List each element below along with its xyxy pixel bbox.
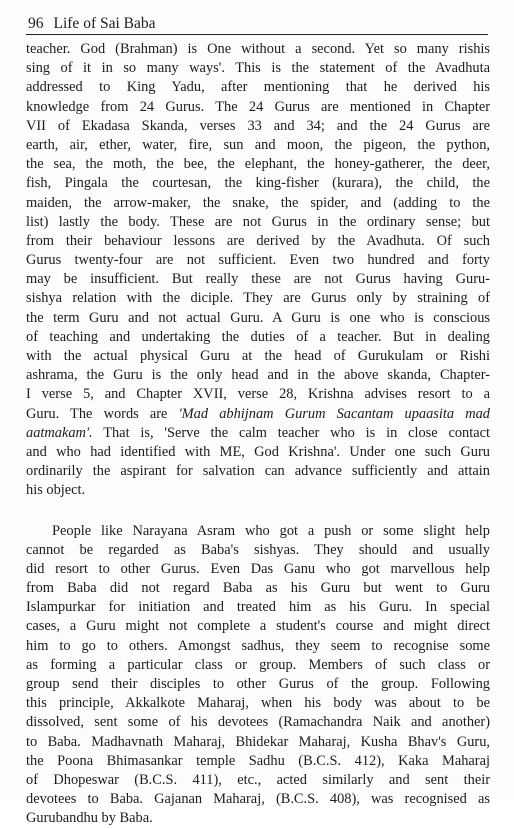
- text-line: sing of it in so many ways'. This is the statement of the Avadhuta: [26, 60, 490, 77]
- text-line: cases, a Guru might not complete a student's course and might direct: [26, 618, 490, 635]
- text-line: Gurus twenty-four are not sufficient. Even two hundred and forty: [26, 252, 490, 269]
- text-line: from Baba did not regard Baba as his Guru but went to Guru: [26, 580, 490, 597]
- text-line: cannot be regarded as Baba's sishyas. They should and usually: [26, 541, 490, 558]
- text-line: the term Guru and not actual Guru. A Guru is one who is conscious: [26, 309, 490, 326]
- paragraph-2: [26, 522, 490, 829]
- text-line: VII of Ekadasa Skanda, verses 33 and 34; and the 24 Gurus are: [26, 117, 490, 134]
- text-line: ordinarily the aspirant for salvation can advance sufficiently and attain: [26, 463, 490, 480]
- text-line: and who had identified with ME, God Krishna'. Under one such Guru: [26, 443, 490, 460]
- text-line: [26, 424, 490, 443]
- text-line: I verse 5, and Chapter XVII, verse 28, Krishna advises resort to a: [26, 386, 490, 403]
- text-line: the sea, the moth, the bee, the elephant, the honey-gatherer, the deer,: [26, 156, 490, 173]
- paragraph-1: [26, 40, 490, 501]
- text-line: knowledge from 24 Gurus. The 24 Gurus are mentioned in Chapter: [26, 98, 490, 115]
- text-line: Islampurkar for initiation and treated him as his Guru. In special: [26, 599, 490, 616]
- text-line: ashrama, the Guru is the only head and in the above skanda, Chapter-: [26, 367, 490, 384]
- text-line: of teaching and undertaking the duties of a teacher. But in dealing: [26, 328, 490, 345]
- italic-quote: 'Mad abhijnam Gurum Sacantam upaasita mad: [178, 405, 490, 422]
- text-line: as forming a particular class or group. Members of such class or: [26, 656, 490, 673]
- text-line: Gurubandhu by Baba.: [26, 810, 153, 827]
- text-line: from their behaviour lessons are derived by the Avadhuta. Of such: [26, 232, 490, 249]
- text-line: may be insufficient. But really these are not Gurus having Guru-: [26, 271, 490, 288]
- text-line: dissolved, sent some of his devotees (Ramachandra Naik and another): [26, 714, 490, 731]
- text-line: the Poona Bhimasankar temple Sadhu (B.C.S. 412), Kaka Maharaj: [26, 752, 490, 769]
- text-line: addressed to King Yadu, after mentioning that he derived his: [26, 79, 490, 96]
- text-run: That is, 'Serve the calm teacher who is in close contact: [92, 424, 490, 441]
- text-line: teacher. God (Brahman) is One without a second. Yet so many rishis: [26, 41, 490, 57]
- text-line: group send their disciples to other Gurus of the group. Following: [26, 676, 490, 692]
- text-line: list) lastly the body. These are not Gurus in the ordinary sense; but: [26, 213, 490, 230]
- text-line: him to go to others. Amongst sadhus, they seem to recognise some: [26, 637, 490, 654]
- text-line: fish, Pingala the courtesan, the king-fisher (kurara), the child, the: [26, 175, 490, 192]
- text-line: of Dhopeswar (B.C.S. 411), etc., acted similarly and sent their: [26, 771, 490, 788]
- text-line: his object.: [26, 482, 86, 499]
- text-line: maiden, the arrow-maker, the snake, the spider, and (adding to the: [26, 194, 490, 211]
- text-line: this principle, Akkalkote Maharaj, when his body was about to be: [26, 695, 490, 712]
- header-rule: [26, 34, 488, 35]
- text-run: Guru. The words are: [26, 405, 179, 422]
- text-line: earth, air, ether, water, fire, sun and moon, the pigeon, the python,: [26, 136, 490, 153]
- page-number: 96: [28, 15, 44, 32]
- italic-quote: aatmakam'.: [26, 424, 93, 441]
- text-line: [26, 405, 490, 424]
- page-body: [26, 40, 490, 829]
- text-line: devotees to Baba. Gajanan Maharaj, (B.C.S. 408), was recognised as: [26, 791, 490, 808]
- text-line: People like Narayana Asram who got a push or some slight help: [52, 522, 490, 539]
- text-line: with the actual physical Guru at the head of Gurukulam or Rishi: [26, 348, 490, 364]
- paragraph-gap: [26, 501, 490, 522]
- text-line: to Baba. Madhavnath Maharaj, Bhidekar Maharaj, Kusha Bhav's Guru,: [26, 733, 490, 750]
- running-title: Life of Sai Baba: [53, 15, 156, 32]
- running-header: [28, 14, 488, 34]
- text-line: did resort to other Gurus. Even Das Ganu who got marvellous help: [26, 560, 490, 577]
- text-line: sishya relation with the diciple. They are Gurus only by straining of: [26, 290, 490, 307]
